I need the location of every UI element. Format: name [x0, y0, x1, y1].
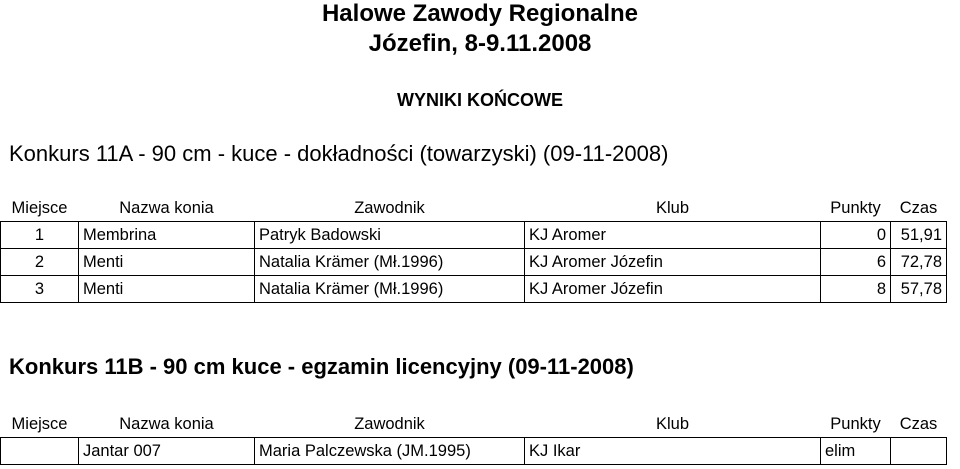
event-title: Halowe Zawody Regionalne — [321, 0, 639, 27]
col-header-points: Punkty — [830, 415, 881, 433]
col-header-rider: Zawodnik — [354, 199, 425, 217]
table-header-row — [1, 195, 947, 222]
col-header-rider: Zawodnik — [354, 415, 425, 433]
cell-time: 51,91 — [891, 222, 947, 249]
col-header-points: Punkty — [830, 199, 881, 217]
cell-points: 8 — [821, 276, 891, 303]
cell-club: KJ Aromer Józefin — [525, 249, 821, 276]
cell-time: 72,78 — [891, 249, 947, 276]
cell-points: elim — [821, 438, 891, 465]
cell-horse: Membrina — [79, 222, 255, 249]
results-table — [0, 411, 947, 465]
col-header-place: Miejsce — [11, 199, 68, 217]
table-row — [1, 276, 947, 303]
results-table — [0, 195, 947, 303]
competition-title: Konkurs 11B - 90 cm kuce - egzamin licencyjny (09-11-2008) — [9, 354, 634, 379]
cell-place: 1 — [1, 222, 79, 249]
col-header-time: Czas — [899, 415, 938, 433]
col-header-horse: Nazwa konia — [119, 415, 214, 433]
cell-club: KJ Ikar — [525, 438, 821, 465]
cell-points: 6 — [821, 249, 891, 276]
cell-horse: Menti — [79, 249, 255, 276]
cell-place: 3 — [1, 276, 79, 303]
results-heading: WYNIKI KOŃCOWE — [397, 90, 563, 110]
cell-club: KJ Aromer — [525, 222, 821, 249]
col-header-horse: Nazwa konia — [119, 199, 214, 217]
cell-rider: Patryk Badowski — [255, 222, 525, 249]
table-row — [1, 249, 947, 276]
col-header-time: Czas — [899, 199, 938, 217]
table-row — [1, 222, 947, 249]
cell-horse: Jantar 007 — [79, 438, 255, 465]
cell-place — [1, 438, 79, 465]
cell-points: 0 — [821, 222, 891, 249]
cell-rider: Natalia Krämer (Mł.1996) — [255, 276, 525, 303]
cell-club: KJ Aromer Józefin — [525, 276, 821, 303]
cell-time — [891, 438, 947, 465]
col-header-club: Klub — [655, 415, 690, 433]
table-row — [1, 438, 947, 465]
table-header-row — [1, 411, 947, 438]
cell-place: 2 — [1, 249, 79, 276]
cell-rider: Natalia Krämer (Mł.1996) — [255, 249, 525, 276]
cell-time: 57,78 — [891, 276, 947, 303]
cell-rider: Maria Palczewska (JM.1995) — [255, 438, 525, 465]
col-header-place: Miejsce — [11, 415, 68, 433]
cell-horse: Menti — [79, 276, 255, 303]
col-header-club: Klub — [655, 199, 690, 217]
competition-title: Konkurs 11A - 90 cm - kuce - dokładności (towarzyski) (09-11-2008) — [9, 141, 669, 166]
event-date-location: Józefin, 8-9.11.2008 — [368, 30, 592, 57]
